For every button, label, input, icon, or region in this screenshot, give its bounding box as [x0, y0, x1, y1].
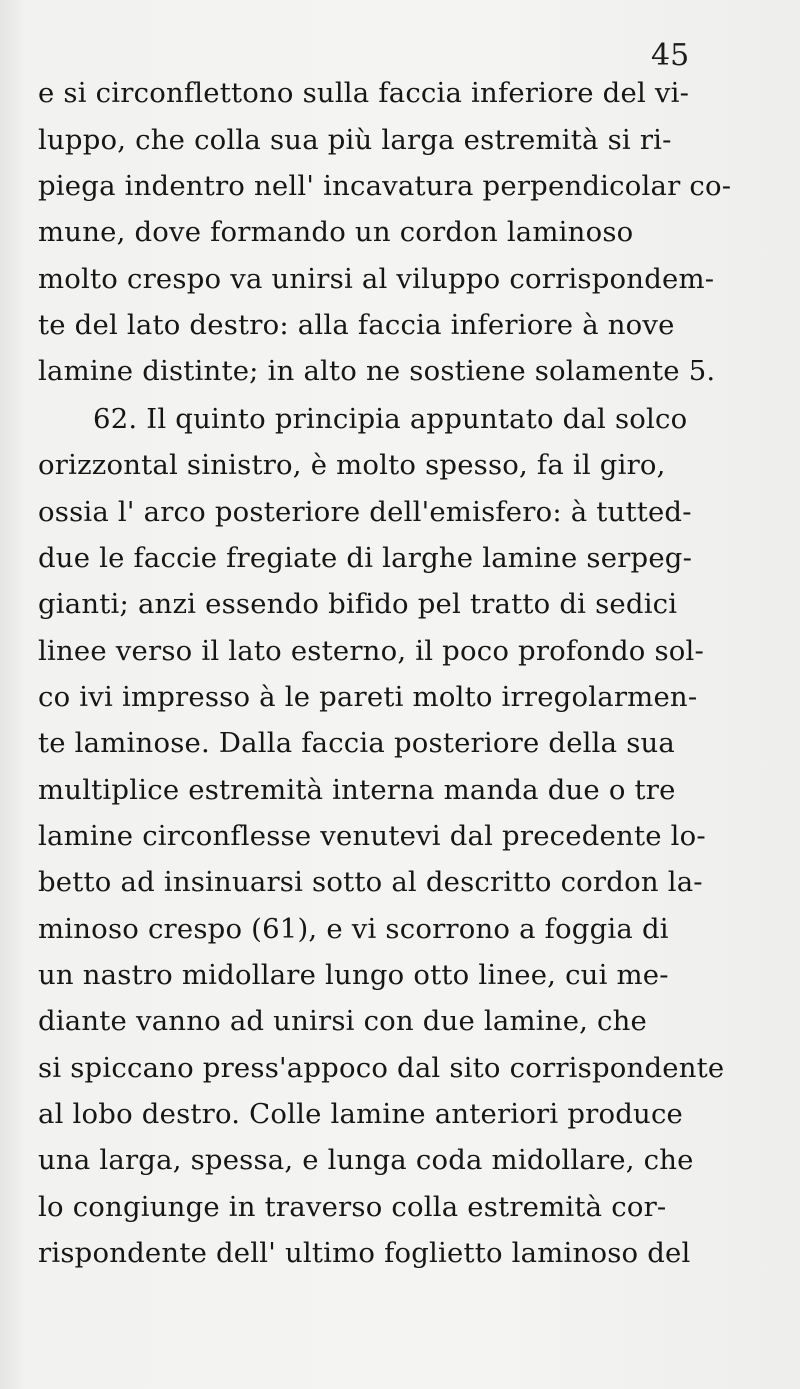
text-line: orizzontal sinistro, è molto spesso, fa il giro,: [38, 449, 666, 481]
text-line: minoso crespo (61), e vi scorrono a foggia di: [38, 913, 669, 945]
text-line: gianti; anzi essendo bifido pel tratto di sedici: [38, 588, 678, 620]
text-line: luppo, che colla sua più larga estremità si ri-: [38, 124, 672, 156]
text-line: al lobo destro. Colle lamine anteriori produce: [38, 1098, 684, 1130]
text-line: te laminose. Dalla faccia posteriore della sua: [38, 727, 676, 759]
text-line: co ivi impresso à le pareti molto irregolarmen-: [38, 681, 698, 713]
text-line: ossia l' arco posteriore dell'emisfero: à tutted-: [38, 496, 692, 528]
text-line: diante vanno ad unirsi con due lamine, che: [38, 1005, 648, 1037]
text-line: si spiccano press'appoco dal sito corrispondente: [38, 1052, 725, 1084]
text-line: e si circonflettono sulla faccia inferiore del vi-: [38, 77, 690, 109]
page-number: 45: [651, 38, 690, 73]
text-line: mune, dove formando un cordon laminoso: [38, 216, 634, 248]
text-line: linee verso il lato esterno, il poco profondo sol-: [38, 635, 705, 667]
text-line: multiplice estremità interna manda due o tre: [38, 774, 676, 806]
text-line: lo congiunge in traverso colla estremità cor-: [38, 1191, 667, 1223]
text-line: rispondente dell' ultimo foglietto laminoso del: [38, 1237, 691, 1269]
text-line: una larga, spessa, e lunga coda midollare, che: [38, 1144, 694, 1176]
text-line: piega indentro nell' incavatura perpendicolar co-: [38, 170, 732, 202]
text-line: te del lato destro: alla faccia inferiore à nove: [38, 309, 675, 341]
text-line: lamine circonflesse venutevi dal precedente lo-: [38, 820, 706, 852]
text-line: due le faccie fregiate di larghe lamine serpeg-: [38, 542, 693, 574]
text-line: un nastro midollare lungo otto linee, cui me-: [38, 959, 669, 991]
text-line: lamine distinte; in alto ne sostiene solamente 5.: [38, 355, 716, 387]
paragraph-start-line: 62. Il quinto principia appuntato dal solco: [93, 403, 688, 435]
text-line: molto crespo va unirsi al viluppo corrispondem-: [38, 263, 715, 295]
text-line: betto ad insinuarsi sotto al descritto cordon la-: [38, 866, 703, 898]
